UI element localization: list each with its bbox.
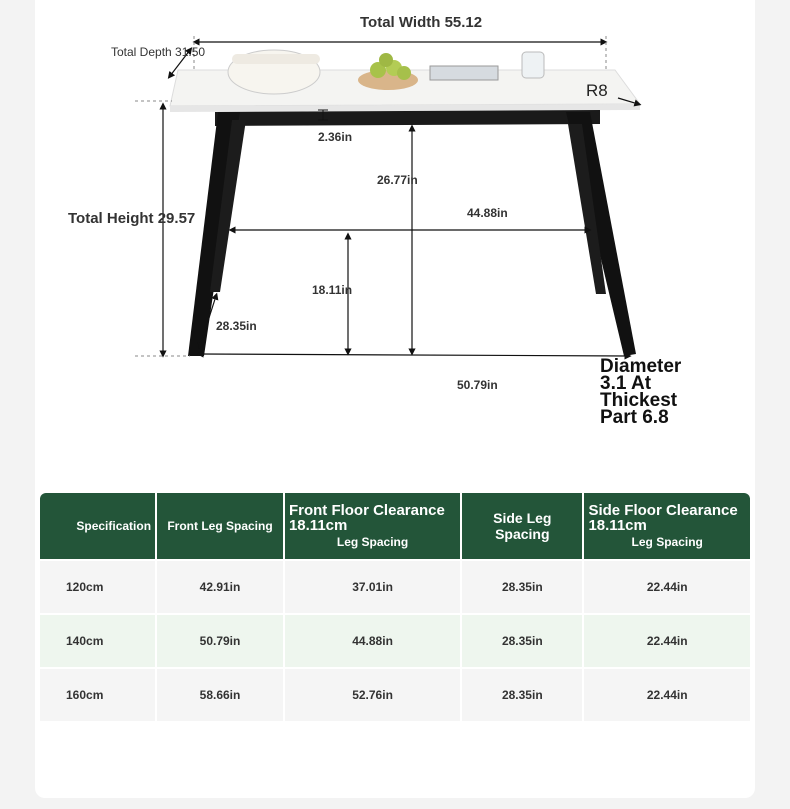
total-height-label: Total Height 29.57 (68, 210, 196, 227)
cell-front-leg: 58.66in (157, 667, 285, 721)
cell-front-leg: 50.79in (157, 613, 285, 667)
cell-side-clearance: 22.44in (584, 613, 750, 667)
cell-front-leg: 42.91in (157, 559, 285, 613)
header-specification: Specification (40, 493, 157, 559)
table-row (40, 613, 750, 667)
table-row (40, 559, 750, 613)
cell-spec: 140cm (40, 613, 157, 667)
header-front-leg-spacing: Front Leg Spacing (157, 493, 285, 559)
cell-side-leg: 28.35in (462, 613, 584, 667)
inner-span-label: 44.88in (467, 206, 508, 220)
front-leg-label: 50.79in (457, 378, 498, 392)
cell-spec: 160cm (40, 667, 157, 721)
books (430, 66, 498, 80)
cell-side-leg: 28.35in (462, 667, 584, 721)
cell-front-clearance: 37.01in (285, 559, 462, 613)
side-leg-label: 28.35in (216, 319, 257, 333)
cell-side-clearance: 22.44in (584, 559, 750, 613)
cell-side-clearance: 22.44in (584, 667, 750, 721)
header-side-floor-clearance: Side Floor Clearance 18.11cm Leg Spacing (584, 493, 750, 559)
cell-side-leg: 28.35in (462, 559, 584, 613)
total-depth-label: Total Depth 31.50 (111, 45, 206, 59)
header-side-leg-spacing: Side Leg Spacing (462, 493, 584, 559)
cell-spec: 120cm (40, 559, 157, 613)
total-width-label: Total Width 55.12 (360, 14, 483, 31)
corner-radius-label: R8 (586, 81, 608, 100)
table-row (40, 667, 750, 721)
header-front-floor-clearance: Front Floor Clearance 18.11cm Leg Spacing (285, 493, 462, 559)
top-thickness-label: 2.36in (318, 130, 353, 144)
leg-height-label: 26.77in (377, 173, 418, 187)
cell-front-clearance: 44.88in (285, 613, 462, 667)
diameter-note: Diameter 3.1 At Thickest Part 6.8 (600, 356, 682, 428)
floor-clearance-label: 18.11in (312, 283, 353, 297)
spec-table (40, 493, 750, 721)
glass (522, 52, 544, 78)
spec-table-header (40, 493, 750, 559)
cell-front-clearance: 52.76in (285, 667, 462, 721)
